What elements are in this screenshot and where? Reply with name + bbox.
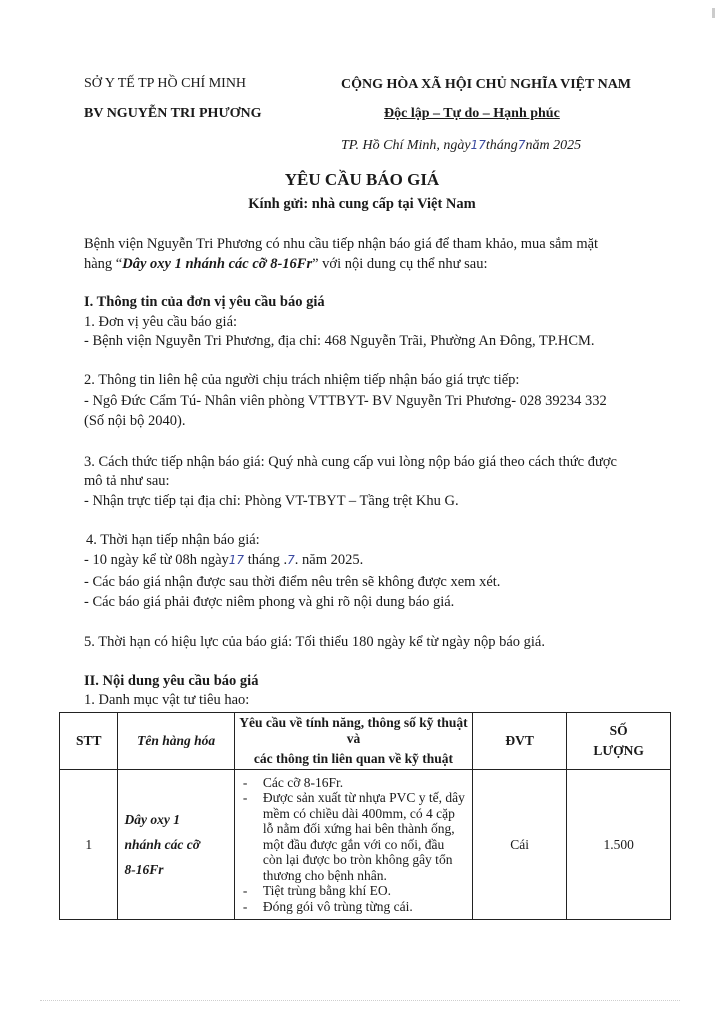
date-prefix: TP. Hồ Chí Minh, ngày <box>341 138 471 153</box>
section-2-heading: II. Nội dung yêu cầu báo giá <box>84 673 259 689</box>
section-1-item-2-text-1: - Ngô Đức Cẩm Tú- Nhân viên phòng VTTBYT- BV Nguyễn Tri Phương- 028 39234 332 <box>84 393 607 409</box>
table-row <box>60 770 671 920</box>
header-name: Tên hàng hóa <box>118 713 234 770</box>
section-1-item-5: 5. Thời hạn có hiệu lực của báo giá: Tối thiểu 180 ngày kể từ ngày nộp báo giá. <box>84 634 545 650</box>
scan-mark <box>712 8 715 18</box>
section-2-subheading: 1. Danh mục vật tư tiêu hao: <box>84 692 250 708</box>
row-unit: Cái <box>473 770 567 920</box>
row-specs <box>234 770 472 920</box>
date-month-handwritten: 7 <box>517 138 526 152</box>
deadline-month-handwritten: 7 <box>287 553 295 567</box>
header-spec-line-1: Yêu cầu về tính năng, thông số kỹ thuật và <box>239 715 468 746</box>
recipient-line: Kính gửi: nhà cung cấp tại Việt Nam <box>248 196 476 212</box>
deadline-text-a: - 10 ngày kể từ 08h ngày <box>84 552 229 568</box>
header-spec <box>234 713 472 770</box>
section-1-item-4-title: 4. Thời hạn tiếp nhận báo giá: <box>86 532 260 548</box>
header-qty-line-2: LƯỢNG <box>593 743 644 758</box>
spec-item: - Đóng gói vô trùng từng cái. <box>241 899 466 915</box>
national-motto: Độc lập – Tự do – Hạnh phúc <box>384 106 560 121</box>
section-1-item-1-text: - Bệnh viện Nguyễn Tri Phương, địa chỉ: 468 Nguyễn Trãi, Phường An Đông, TP.HCM. <box>84 333 595 349</box>
document-title: YÊU CẦU BÁO GIÁ <box>284 170 440 189</box>
row-item-name <box>118 770 234 920</box>
department-name: SỞ Y TẾ TP HỒ CHÍ MINH <box>84 76 247 91</box>
section-1-item-3-title: 3. Cách thức tiếp nhận báo giá: Quý nhà cung cấp vui lòng nộp báo giá theo cách thức được <box>84 454 617 470</box>
intro-line-1: Bệnh viện Nguyễn Tri Phương có nhu cầu tiếp nhận báo giá để tham khảo, mua sắm mặt <box>84 236 599 252</box>
hospital-name: BV NGUYỄN TRI PHƯƠNG <box>84 106 262 121</box>
header-spec-line-2: các thông tin liên quan về kỹ thuật <box>253 751 454 766</box>
scan-artifact <box>40 1000 680 1003</box>
intro-item-name: Dây oxy 1 nhánh các cỡ 8-16Fr <box>122 256 313 272</box>
deadline-text-c: . năm 2025. <box>294 552 364 568</box>
row-stt: 1 <box>60 770 118 920</box>
section-1-heading: I. Thông tin của đơn vị yêu cầu báo giá <box>84 294 325 310</box>
header-stt: STT <box>60 713 118 770</box>
section-1-item-3-text: - Nhận trực tiếp tại địa chỉ: Phòng VT-TBYT – Tầng trệt Khu G. <box>84 493 459 509</box>
intro-text-b: ” với nội dung cụ thể như sau: <box>312 256 488 272</box>
section-1-item-4-deadline <box>84 552 363 569</box>
section-1-item-4-note-1: - Các báo giá nhận được sau thời điểm nêu trên sẽ không được xem xét. <box>84 574 501 590</box>
date-month-word: tháng <box>485 138 518 153</box>
date-day-handwritten: 17 <box>470 138 486 152</box>
deadline-text-b: tháng . <box>244 552 288 568</box>
section-1-item-2-title: 2. Thông tin liên hệ của người chịu trách nhiệm tiếp nhận báo giá trực tiếp: <box>84 372 520 388</box>
header-qty-line-1: SỐ <box>609 723 628 738</box>
republic-title: CỘNG HÒA XÃ HỘI CHỦ NGHĨA VIỆT NAM <box>341 77 632 92</box>
header-unit: ĐVT <box>473 713 567 770</box>
spec-list <box>241 775 466 915</box>
section-1-item-4-note-2: - Các báo giá phải được niêm phong và ghi rõ nội dung báo giá. <box>84 594 455 610</box>
supplies-table <box>59 712 671 920</box>
item-name-line-1: Dây oxy 1 <box>124 812 180 827</box>
date-suffix: năm 2025 <box>525 138 582 153</box>
header-qty <box>567 713 671 770</box>
section-1-item-3-title-cont: mô tả như sau: <box>84 473 170 489</box>
document-date <box>341 138 581 154</box>
item-name-line-3: 8-16Fr <box>124 862 164 877</box>
intro-text-a: hàng “ <box>84 256 123 272</box>
intro-line-2 <box>84 256 488 273</box>
deadline-day-handwritten: 17 <box>228 553 245 567</box>
spec-item: - Các cỡ 8-16Fr. <box>241 775 466 791</box>
section-1-item-2-text-2: (Số nội bộ 2040). <box>84 413 186 429</box>
row-quantity: 1.500 <box>567 770 671 920</box>
item-name-line-2: nhánh các cỡ <box>124 837 200 852</box>
section-1-item-1-title: 1. Đơn vị yêu cầu báo giá: <box>84 314 238 330</box>
spec-item: - Tiệt trùng bằng khí EO. <box>241 883 466 899</box>
spec-item: - Được sản xuất từ nhựa PVC y tế, dây mềm có chiều dài 400mm, có 4 cặp lỗ nằm đối xứng hai bên thành ống, một đầu được gắn với co nối, đầu còn lại được bo tròn không gây tổn thương cho bệnh nhân. <box>241 790 466 883</box>
table-header-row <box>60 713 671 770</box>
